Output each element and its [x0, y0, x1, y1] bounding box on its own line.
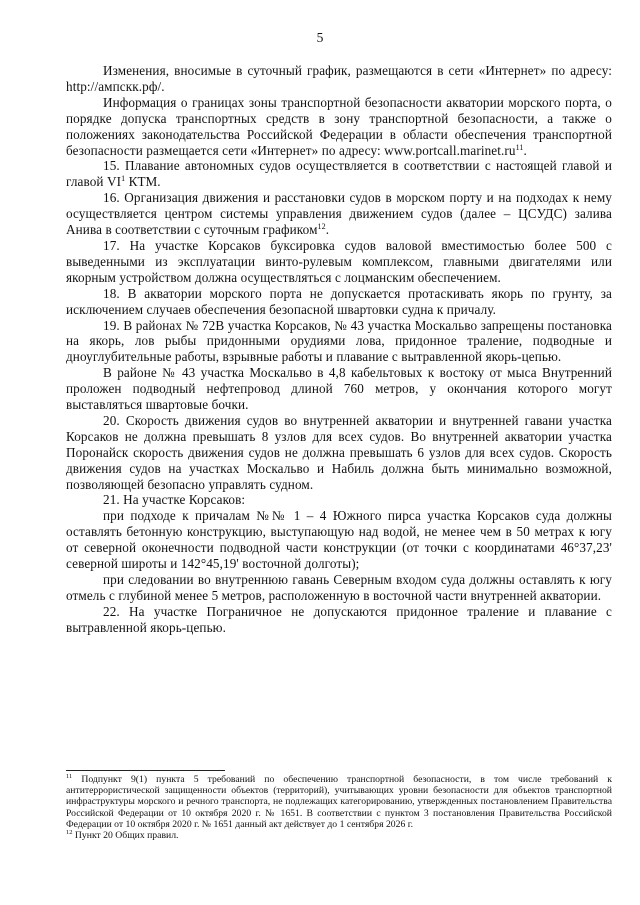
footnotes	[66, 774, 612, 841]
text-run: КТМ.	[125, 174, 161, 190]
footnote-ref: 1	[121, 174, 126, 184]
paragraph-p18	[66, 286, 612, 318]
paragraph-p15	[66, 158, 612, 190]
text-run: В районе № 43 участка Москальво в 4,8 кабельтовых к востоку от мыса Внутренний проложен подводный нефтепровод длиной 760 метров, у окончания которого могут выставляться швартовые бочки.	[66, 365, 612, 413]
paragraph-p1	[66, 63, 612, 95]
paragraph-p2	[66, 95, 612, 159]
text-run: Пункт 20 Общих правил.	[72, 830, 179, 842]
paragraph-p19b	[66, 365, 612, 413]
text-run: 17. На участке Корсаков буксировка судов валовой вместимостью более 500 с выведенными из эксплуатации винто-рулевым комплексом, главными двигателями или якорным устройством должна осуществляться с лоцманским обеспечением.	[66, 237, 612, 285]
paragraph-p20	[66, 413, 612, 493]
text-run: 19. В районах № 72В участка Корсаков, № 43 участка Москальво запрещены постановка на якорь, лов рыбы придонными орудиями лова, придонное траление, подводные и дноуглубительные работы, взрывные работы и плавание с вытравленной якорь-цепью.	[66, 317, 612, 365]
footnote-fn11	[66, 774, 612, 830]
footnote-ref: 12	[66, 829, 73, 837]
text-run: 22. На участке Пограничное не допускаются придонное траление и плавание с вытравленной якорь-цепью.	[66, 603, 612, 635]
text-run: 21. На участке Корсаков:	[103, 492, 246, 508]
footnote-ref: 11	[66, 773, 73, 780]
page-number: 5	[316, 30, 324, 45]
footnote-separator	[66, 770, 225, 771]
footnote-ref: 11	[515, 142, 524, 152]
text-run: 15. Плавание автономных судов осуществляется в соответствии с настоящей главой и главой VI	[66, 158, 612, 190]
text-run: 16. Организация движения и расстановки судов в морском порту и на подходах к нему осуществляется центром системы управления движением судов (далее – ЦСУДС) залива Анива в соответствии с суточным графиком	[66, 190, 612, 238]
document-body	[66, 63, 612, 636]
text-run: Информация о границах зоны транспортной безопасности акватории морского порта, о порядке допуска транспортных средств в зону транспортной безопасности, а также о положениях законодательства Российской Федерации в области обеспечения транспортной безопасности размещается сети «Интернет» по адресу: www.portcall.marinet.ru	[66, 94, 612, 158]
text-run: при следовании во внутреннюю гавань Северным входом суда должны оставлять к югу отмель с глубиной менее 5 метров, расположенную в восточной части внутренней акватории.	[66, 572, 612, 603]
text-run: Подпункт 9(1) пункта 5 требований по обеспечению транспортной безопасности, в том числе требований к антитеррористической защищенности объектов (территорий), учитывающих уровни безопасности для объектов транспортной инфраструктуры морского и речного транспорта, не подлежащих категорированию, утвержденных постановлением Правительства Российской Федерации от 10 октября 2020 г. № 1651. В соответствии с пунктом 3 постановления Правительства Российской Федерации от 10 октября 2020 г. № 1651 данный акт действует до 1 сентября 2026 г.	[66, 774, 612, 830]
paragraph-p21b	[66, 572, 612, 604]
paragraph-p17	[66, 238, 612, 286]
paragraph-p16	[66, 190, 612, 238]
text-run: Изменения, вносимые в суточный график, размещаются в сети «Интернет» по адресу: http://ампскк.рф/.	[66, 63, 612, 94]
paragraph-p21	[66, 492, 612, 508]
text-run: .	[523, 142, 527, 158]
paragraph-p21a	[66, 508, 612, 572]
text-run: .	[325, 222, 330, 238]
paragraph-p22	[66, 604, 612, 636]
text-run: при подходе к причалам №№ 1 – 4 Южного пирса участка Корсаков суда должны оставлять бетонную конструкцию, выступающую над водой, не менее чем в 50 метрах к югу от северной оконечности подводной части конструкции (от точки с координатами 46°37,23' северной широты и 142°45,19' восточной долготы);	[66, 508, 612, 572]
footnote-ref: 12	[317, 222, 326, 232]
paragraph-p19	[66, 318, 612, 366]
footnote-fn12	[66, 830, 612, 841]
text-run: 20. Скорость движения судов во внутренней акватории и внутренней гавани участка Корсаков не должна превышать 8 узлов для всех судов. Во внутренней акватории участка Поронайск скорость движения судов не должна превышать 6 узлов для всех судов. Скорость движения судов на участках Москальво и Набиль должна быть минимально возможной, позволяющей безопасно управлять судном.	[66, 412, 612, 492]
text-run: 18. В акватории морского порта не допускается протаскивать якорь по грунту, за исключением случаев обеспечения безопасной швартовки судна к причалу.	[66, 285, 612, 317]
